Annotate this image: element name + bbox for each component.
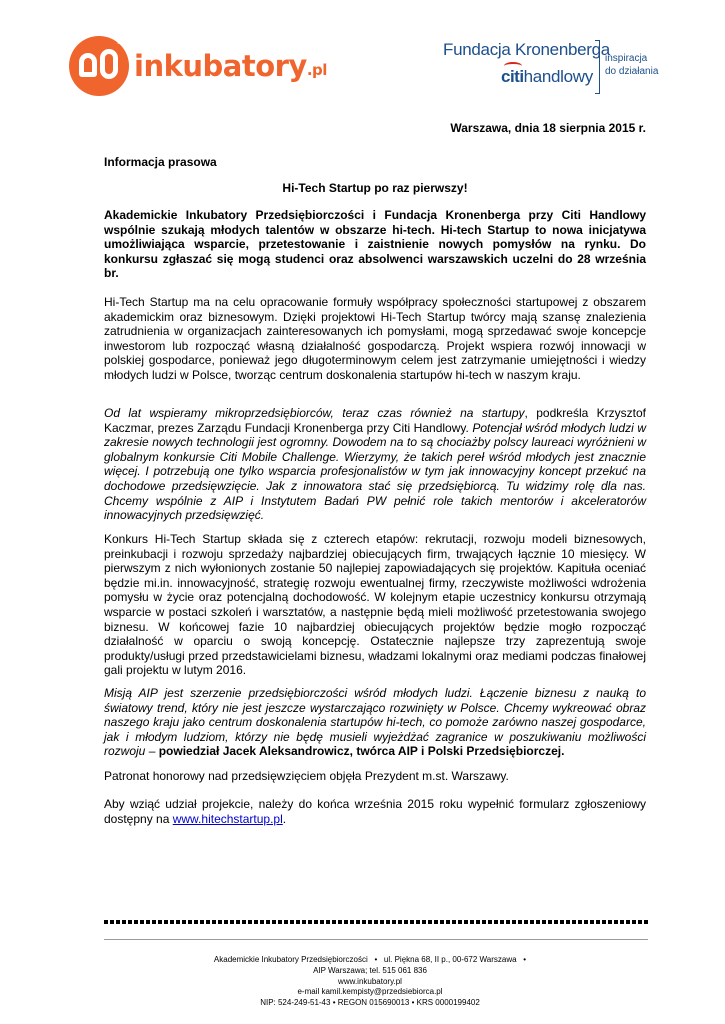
separator-dot xyxy=(548,920,552,924)
inkubatory-tld: .pl xyxy=(306,61,327,79)
separator-dot xyxy=(272,920,276,924)
separator-dot xyxy=(344,920,348,924)
separator-dot xyxy=(410,920,414,924)
paragraph-2 xyxy=(104,406,646,523)
separator-dot xyxy=(482,920,486,924)
separator-dot xyxy=(152,920,156,924)
tagline: inspiracja do działania xyxy=(605,53,659,77)
paragraph-6: Aby wziąć udział projekcie, należy do końca września 2015 roku wypełnić formularz zgłoszeniowy dostępny na www.hitechstartup.pl. xyxy=(104,797,646,826)
separator-dot xyxy=(176,920,180,924)
separator-dot xyxy=(260,920,264,924)
dotted-separator xyxy=(104,920,648,926)
separator-dot xyxy=(362,920,366,924)
separator-dot xyxy=(248,920,252,924)
separator-dot xyxy=(632,920,636,924)
footer-line-5: NIP: 524-249-51-43 • REGON 015690013 • KRS 0000199402 xyxy=(260,998,480,1008)
separator-dot xyxy=(350,920,354,924)
separator-dot xyxy=(476,920,480,924)
separator-dot xyxy=(218,920,222,924)
separator-dot xyxy=(278,920,282,924)
separator-dot xyxy=(188,920,192,924)
separator-dot xyxy=(446,920,450,924)
separator-dot xyxy=(368,920,372,924)
separator-dot xyxy=(638,920,642,924)
quote-kaczmar-b: Potencjał wśród młodych ludzi w zakresie nowych technologii jest ogromny. Dowodem na to są chociażby polscy laureaci wyróżnieni w globalnym konkursie Citi Mobile Challenge. Wierzymy, że takich pereł wśród młodych jest znacznie więcej. I potrzebują one tylko wsparcia profesjonalistów w tym jak innowacyjny koncept przekuć na dochodowe przedsięwzięcie. Jak z innowatora stać się przedsiębiorcą. Tu widzimy rolę dla nas. Chcemy wspólnie z AIP i Instytutem Badań PW pełnić role takich mentorów i akceleratorów innowacyjnych przedsięwzięć. xyxy=(104,420,646,523)
separator-dot xyxy=(512,920,516,924)
separator-dot xyxy=(554,920,558,924)
separator-dot xyxy=(200,920,204,924)
separator-dot xyxy=(470,920,474,924)
separator-dot xyxy=(560,920,564,924)
quote-kaczmar-a: Od lat wspieramy mikroprzedsiębiorców, teraz czas również na startupy xyxy=(104,406,525,420)
press-title: Hi-Tech Startup po raz pierwszy! xyxy=(282,181,468,195)
separator-dot xyxy=(314,920,318,924)
separator-dot xyxy=(302,920,306,924)
separator-dot xyxy=(116,920,120,924)
citi-logo-icon: citi xyxy=(501,67,524,86)
separator-dot xyxy=(566,920,570,924)
separator-dot xyxy=(578,920,582,924)
separator-dot xyxy=(392,920,396,924)
separator-dot xyxy=(380,920,384,924)
handlowy-word: handlowy xyxy=(523,67,593,86)
separator-dot xyxy=(104,920,108,924)
separator-dot xyxy=(374,920,378,924)
separator-dot xyxy=(434,920,438,924)
paragraph-4 xyxy=(104,686,646,759)
separator-dot xyxy=(644,920,648,924)
separator-dot xyxy=(464,920,468,924)
separator-dot xyxy=(614,920,618,924)
separator-dot xyxy=(398,920,402,924)
separator-dot xyxy=(320,920,324,924)
separator-dot xyxy=(404,920,408,924)
separator-dot xyxy=(524,920,528,924)
separator-dot xyxy=(122,920,126,924)
separator-dot xyxy=(572,920,576,924)
separator-dot xyxy=(626,920,630,924)
inkubatory-wordmark: inkubatory.pl xyxy=(134,49,327,83)
separator-dot xyxy=(158,920,162,924)
separator-dot xyxy=(110,920,114,924)
citi-handlowy-wordmark xyxy=(501,67,593,87)
quote-aleksandrowicz: Misją AIP jest szerzenie przedsiębiorczości wśród młodych ludzi. Łączenie biznesu z nauką to światowy trend, który nie jest jeszcze wystarczająco rozwinięty w Polsce. Chcemy wykreować obraz naszego kraju jako centrum doskonalenia startupów hi-tech, co pomoże zarówno naszej gospodarce, jak i młodym ludziom, którzy nie będę musieli wyjeżdżać zagranice w poszukiwaniu możliwości rozwoju xyxy=(104,686,646,759)
separator-dot xyxy=(530,920,534,924)
separator-dot xyxy=(212,920,216,924)
separator-dot xyxy=(140,920,144,924)
separator-dot xyxy=(416,920,420,924)
footer-address xyxy=(150,955,590,1009)
separator-dot xyxy=(254,920,258,924)
separator-dot xyxy=(326,920,330,924)
separator-dot xyxy=(134,920,138,924)
separator-dot xyxy=(338,920,342,924)
separator-dot xyxy=(494,920,498,924)
kronenberg-citi-logo xyxy=(443,40,683,96)
separator-dot xyxy=(428,920,432,924)
doc-type: Informacja prasowa xyxy=(104,155,217,169)
separator-dot xyxy=(230,920,234,924)
dateline: Warszawa, dnia 18 sierpnia 2015 r. xyxy=(450,121,646,135)
footer-email: e-mail kamil.kempisty@przedsiebiorca.pl xyxy=(297,987,443,997)
attribution-kaczmar: , podkreśla Krzysztof Kaczmar, prezes Zarządu Fundacji Kronenberga przy Citi Handlowy. xyxy=(104,406,646,435)
hitechstartup-link[interactable]: www.hitechstartup.pl xyxy=(172,811,283,826)
separator-dot xyxy=(596,920,600,924)
separator-dot xyxy=(506,920,510,924)
aip-logo-icon xyxy=(69,36,129,96)
footer-website: www.inkubatory.pl xyxy=(338,976,402,986)
separator-dot xyxy=(266,920,270,924)
lead-paragraph: Akademickie Inkubatory Przedsiębiorczości i Fundacja Kronenberga przy Citi Handlowy wspólnie szukają młodych talentów w obszarze hi-tech. Hi-tech Startup to nowa inicjatywa umożliwiająca wsparcie, przetestowanie i zaistnienie nowych pomysłów na rynku. Do konkursu zgłaszać się mogą studenci oraz absolwenci warszawskich uczelni do 28 września br. xyxy=(104,208,646,281)
bracket-divider xyxy=(595,40,600,94)
separator-dot xyxy=(224,920,228,924)
footer-line-2: AIP Warszawa; tel. 515 061 836 xyxy=(313,965,427,975)
separator-dot xyxy=(308,920,312,924)
paragraph-3: Konkurs Hi-Tech Startup składa się z czterech etapów: rekrutacji, rozwoju modeli biznesowych, preinkubacji i rozwoju sprzedaży najbardziej obiecujących firm, trwających łącznie 10 miesięcy. W pierwszym z nich wyłonionych zostanie 50 najlepiej zapowiadających się projektów. Kapituła oceniać będzie mi.in. innowacyjność, strategię rozwoju ewentualnej firmy, rzeczywiste możliwości wdrożenia pomysłu w życie oraz potencjalną dochodowość. W kolejnym etapie uczestnicy konkursu otrzymają wsparcie w postaci szkoleń i warsztatów, a następnie będą mieli możliwość przetestowania swojego biznesu. W końcowej fazie 10 najbardziej obiecujących projektów będzie mogło rozpocząć działalność w oparciu o swoją koncepcję. Ostatecznie najlepsze trzy zaprezentują swoje produkty/usługi przed przedstawicielami biznesu, władzami lokalnymi oraz mediami podczas finałowej gali projektu w lutym 2016. xyxy=(104,532,646,678)
separator-dot xyxy=(164,920,168,924)
separator-dot xyxy=(146,920,150,924)
inkubatory-logo xyxy=(69,36,327,96)
attribution-aleksandrowicz: powiedział Jacek Aleksandrowicz, twórca AIP i Polski Przedsiębiorczej. xyxy=(158,744,565,759)
dash: – xyxy=(145,744,159,759)
separator-dot xyxy=(608,920,612,924)
separator-dot xyxy=(500,920,504,924)
paragraph-5: Patronat honorowy nad przedsięwzięciem objęła Prezydent m.st. Warszawy. xyxy=(104,769,509,783)
fundacja-kronenberga-wordmark: Fundacja Kronenberga xyxy=(443,40,610,59)
separator-dot xyxy=(206,920,210,924)
separator-dot xyxy=(488,920,492,924)
paragraph-1: Hi-Tech Startup ma na celu opracowanie formuły współpracy społeczności startupowej z obszarem akademickim oraz biznesowym. Dzięki projektowi Hi-Tech Startup twórcy mają szansę znalezienia zatrudnienia w organizacjach zainteresowanych ich pomysłami, mogą sprzedawać swoje koncepcje inwestorom lub rozpocząć własną działalność gospodarczą. Projekt wspiera rozwój innowacji w polskiej gospodarce, ponieważ jego długoterminowym celem jest zatrzymanie umiejętności i wiedzy młodych ludzi w Polsce, tworząc centrum doskonalenia startupów hi-tech w naszym kraju. xyxy=(104,295,646,382)
separator-dot xyxy=(542,920,546,924)
separator-dot xyxy=(440,920,444,924)
separator-dot xyxy=(452,920,456,924)
separator-dot xyxy=(296,920,300,924)
separator-dot xyxy=(458,920,462,924)
separator-dot xyxy=(536,920,540,924)
footer-rule xyxy=(104,939,648,940)
separator-dot xyxy=(518,920,522,924)
separator-dot xyxy=(194,920,198,924)
separator-dot xyxy=(284,920,288,924)
separator-dot xyxy=(128,920,132,924)
separator-dot xyxy=(236,920,240,924)
footer-line-1: Akademickie Inkubatory Przedsiębiorczości • ul. Piękna 68, II p., 00-672 Warszawa • xyxy=(213,955,527,964)
separator-dot xyxy=(620,920,624,924)
separator-dot xyxy=(290,920,294,924)
separator-dot xyxy=(356,920,360,924)
separator-dot xyxy=(242,920,246,924)
separator-dot xyxy=(170,920,174,924)
trademark-sign: ® xyxy=(117,40,121,46)
separator-dot xyxy=(602,920,606,924)
separator-dot xyxy=(182,920,186,924)
separator-dot xyxy=(422,920,426,924)
separator-dot xyxy=(332,920,336,924)
separator-dot xyxy=(590,920,594,924)
separator-dot xyxy=(386,920,390,924)
separator-dot xyxy=(584,920,588,924)
